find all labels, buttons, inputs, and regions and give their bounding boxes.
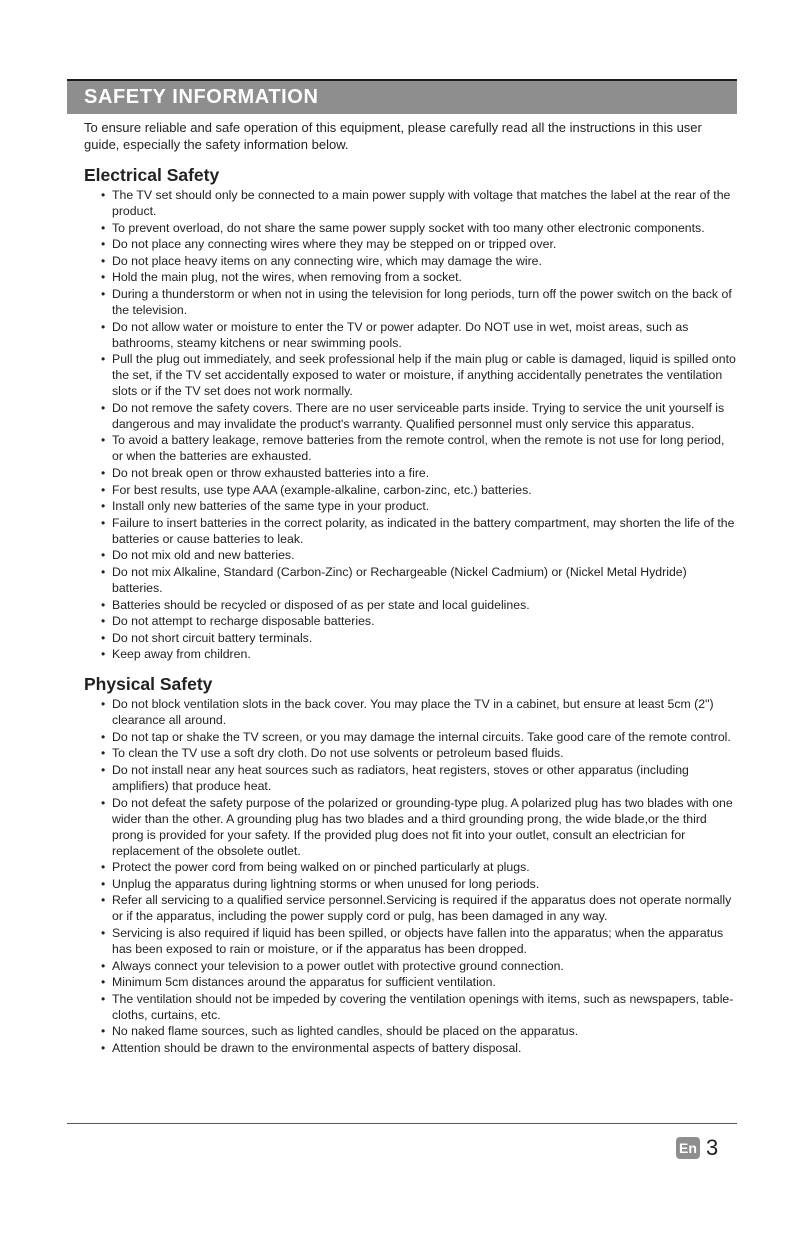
list-item-text: Protect the power cord from being walked on or pinched particularly at plugs. (112, 860, 530, 875)
bullet-icon: • (101, 926, 106, 941)
list-item (84, 319, 738, 351)
bullet-icon: • (101, 188, 106, 202)
electrical-safety-heading: Electrical Safety (84, 165, 220, 185)
list-item (84, 646, 738, 662)
list-item (84, 269, 738, 285)
list-item (84, 482, 738, 498)
list-item (84, 613, 738, 629)
page-title: SAFETY INFORMATION (84, 86, 319, 108)
bullet-icon: • (101, 876, 106, 891)
list-item (84, 892, 738, 924)
list-item (84, 991, 738, 1023)
list-item-text: To prevent overload, do not share the same power supply socket with too many other electronic components. (112, 220, 705, 235)
list-item-text: Do not place any connecting wires where they may be stepped on or tripped over. (112, 237, 557, 252)
list-item-text: Unplug the apparatus during lightning storms or when unused for long periods. (112, 876, 540, 891)
list-item-text: Do not install near any heat sources such as radiators, heat registers, stoves or other apparatus (including amplifiers) that produce heat. (112, 763, 689, 794)
list-item (84, 498, 738, 514)
list-item-text: Hold the main plug, not the wires, when removing from a socket. (112, 270, 462, 285)
bullet-icon: • (101, 564, 106, 579)
content (84, 120, 738, 1057)
bullet-icon: • (101, 746, 106, 761)
list-item (84, 859, 738, 875)
list-item (84, 762, 738, 794)
list-item-text: Attention should be drawn to the environmental aspects of battery disposal. (112, 1041, 522, 1055)
list-item-text: Refer all servicing to a qualified service personnel.Servicing is required if the apparatus does not operate normally or if the apparatus, including the power supply cord or pulg, has been damaged in any way. (112, 893, 732, 924)
list-item (84, 1040, 738, 1056)
list-item (84, 1023, 738, 1039)
bullet-icon: • (101, 433, 106, 448)
bullet-icon: • (101, 614, 106, 629)
physical-safety-list (84, 696, 738, 1056)
list-item-text: For best results, use type AAA (example-alkaline, carbon-zinc, etc.) batteries. (112, 482, 532, 497)
page-number: 3 (706, 1135, 719, 1160)
bullet-icon: • (101, 465, 106, 480)
intro-paragraph: To ensure reliable and safe operation of this equipment, please carefully read all the instructions in this user guide, especially the safety information below. (84, 120, 702, 152)
list-item-text: Batteries should be recycled or disposed of as per state and local guidelines. (112, 597, 530, 612)
list-item (84, 236, 738, 252)
list-item-text: Do not tap or shake the TV screen, or you may damage the internal circuits. Take good care of the remote control. (112, 729, 731, 744)
list-item (84, 465, 738, 481)
list-item (84, 253, 738, 269)
list-item-text: Do not mix old and new batteries. (112, 548, 295, 563)
bullet-icon: • (101, 1041, 106, 1055)
bullet-icon: • (101, 630, 106, 645)
list-item-text: Do not mix Alkaline, Standard (Carbon-Zinc) or Rechargeable (Nickel Cadmium) or (Nickel Metal Hydride) batteries. (112, 564, 687, 595)
list-item (84, 564, 738, 596)
physical-safety-heading: Physical Safety (84, 674, 213, 695)
list-item-text: Servicing is also required if liquid has been spilled, or objects have fallen into the apparatus; when the apparatus has been exposed to rain or moisture, or if the apparatus has been dropped. (112, 926, 724, 957)
bullet-icon: • (101, 1024, 106, 1039)
bullet-icon: • (101, 860, 106, 875)
bullet-icon: • (101, 597, 106, 612)
list-item-text: Pull the plug out immediately, and seek professional help if the main plug or cable is damaged, liquid is spilled onto the set, if the TV set accidentally exposed to water or moisture, if anything accidentally penetrates the ventilation slots or if the TV set does not work normally. (112, 352, 736, 399)
list-item (84, 925, 738, 957)
list-item-text: Do not block ventilation slots in the back cover. You may place the TV in a cabinet, but ensure at least 5cm (2") clearance all around. (112, 697, 714, 728)
section-banner (67, 81, 737, 114)
list-item-text: Do not short circuit battery terminals. (112, 630, 313, 645)
list-item (84, 286, 738, 318)
list-item (84, 974, 738, 990)
electrical-safety-list (84, 187, 738, 662)
bullet-icon: • (101, 991, 106, 1006)
list-item-text: No naked flame sources, such as lighted candles, should be placed on the apparatus. (112, 1024, 579, 1039)
bullet-icon: • (101, 697, 106, 712)
list-item (84, 630, 738, 646)
bullet-icon: • (101, 270, 106, 285)
list-item-text: Minimum 5cm distances around the apparatus for sufficient ventilation. (112, 975, 496, 990)
list-item (84, 220, 738, 236)
bullet-icon: • (101, 548, 106, 563)
bullet-icon: • (101, 253, 106, 268)
list-item (84, 432, 738, 464)
page-footer (676, 1135, 718, 1161)
bullet-icon: • (101, 763, 106, 778)
bullet-icon: • (101, 220, 106, 235)
list-item-text: Do not defeat the safety purpose of the polarized or grounding-type plug. A polarized plug has two blades with one wider than the other. A grounding plug has two blades and a third grounding prong, the wide blade,or the third prong is provided for your safety. If the provided plug does not fit into your outlet, consult an electrician for replacement of the obsolete outlet. (112, 795, 733, 858)
bullet-icon: • (101, 647, 106, 662)
bullet-icon: • (101, 400, 106, 415)
list-item (84, 547, 738, 563)
list-item-text: Install only new batteries of the same type in your product. (112, 499, 430, 514)
list-item-text: Keep away from children. (112, 647, 251, 662)
list-item (84, 729, 738, 745)
list-item (84, 187, 738, 219)
list-item (84, 958, 738, 974)
list-item-text: The TV set should only be connected to a main power supply with voltage that matches the label at the rear of the product. (112, 188, 731, 218)
list-item-text: Failure to insert batteries in the correct polarity, as indicated in the battery compartment, may shorten the life of the batteries or cause batteries to leak. (112, 515, 735, 546)
list-item (84, 400, 738, 432)
list-item (84, 597, 738, 613)
list-item-text: Do not attempt to recharge disposable batteries. (112, 614, 375, 629)
list-item (84, 745, 738, 761)
list-item-text: The ventilation should not be impeded by covering the ventilation openings with items, such as newspapers, table-cloths, curtains, etc. (112, 991, 734, 1022)
bullet-icon: • (101, 319, 106, 334)
list-item-text: Do not remove the safety covers. There are no user serviceable parts inside. Trying to service the unit yourself is dangerous and may invalidate the product's warranty. Qualified personnel must only service this apparatus. (112, 400, 725, 431)
bullet-icon: • (101, 958, 106, 973)
language-badge: En (676, 1137, 700, 1159)
bullet-icon: • (101, 975, 106, 990)
bullet-icon: • (101, 237, 106, 252)
list-item (84, 351, 738, 399)
list-item-text: To clean the TV use a soft dry cloth. Do not use solvents or petroleum based fluids. (112, 746, 564, 761)
bullet-icon: • (101, 286, 106, 301)
bottom-rule (67, 1123, 737, 1124)
bullet-icon: • (101, 729, 106, 744)
bullet-icon: • (101, 482, 106, 497)
list-item-text: During a thunderstorm or when not in using the television for long periods, turn off the power switch on the back of the television. (112, 286, 732, 317)
list-item-text: Do not place heavy items on any connecting wire, which may damage the wire. (112, 253, 542, 268)
list-item (84, 876, 738, 892)
bullet-icon: • (101, 352, 106, 367)
list-item-text: Always connect your television to a power outlet with protective ground connection. (112, 958, 564, 973)
bullet-icon: • (101, 515, 106, 530)
list-item (84, 696, 738, 728)
list-item-text: Do not allow water or moisture to enter the TV or power adapter. Do NOT use in wet, moist areas, such as bathrooms, steamy kitchens or near swimming pools. (112, 319, 689, 350)
bullet-icon: • (101, 499, 106, 514)
list-item-text: Do not break open or throw exhausted batteries into a fire. (112, 465, 430, 480)
bullet-icon: • (101, 893, 106, 908)
list-item (84, 515, 738, 547)
list-item (84, 795, 738, 859)
bullet-icon: • (101, 795, 106, 810)
list-item-text: To avoid a battery leakage, remove batteries from the remote control, when the remote is not use for long period, or when the batteries are exhausted. (112, 433, 725, 464)
